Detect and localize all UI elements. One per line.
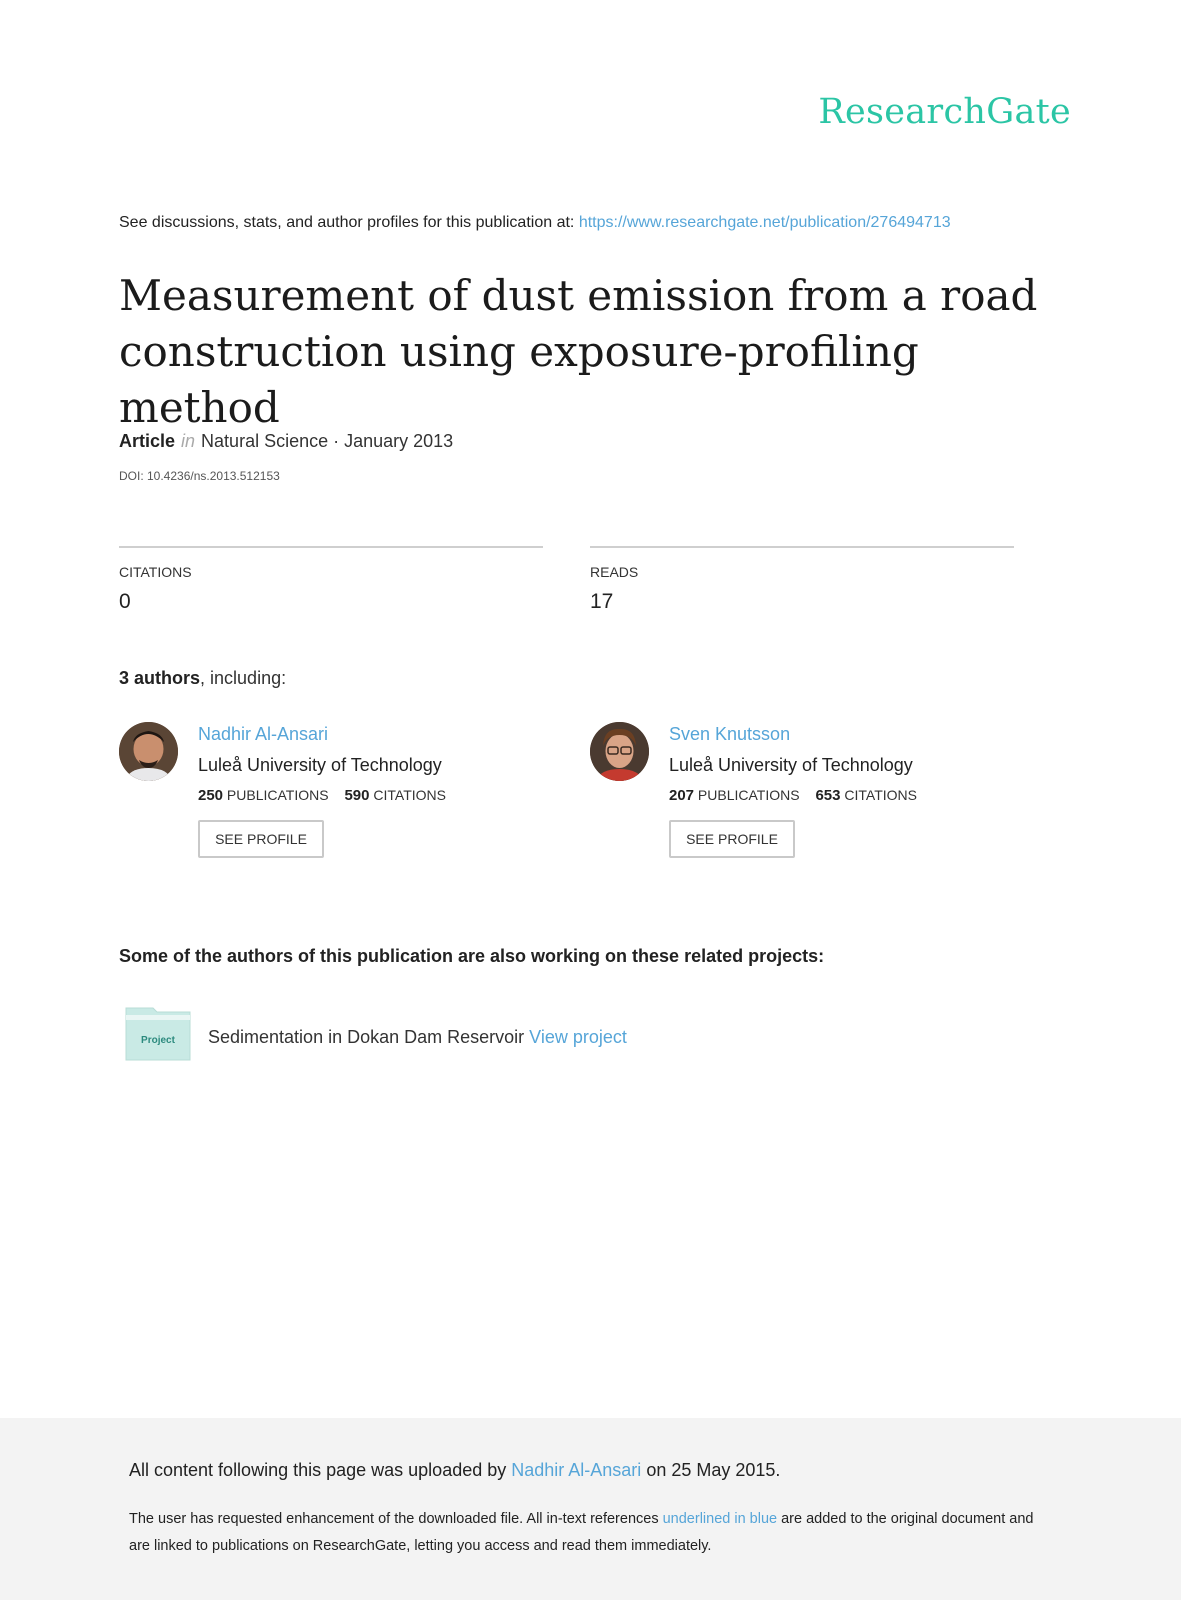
upload-prefix: All content following this page was uploaded by	[129, 1460, 512, 1480]
author-name-link[interactable]: Nadhir Al-Ansari	[198, 724, 329, 744]
upload-notice	[129, 1460, 780, 1481]
view-project-link[interactable]: View project	[529, 1027, 627, 1047]
authors-suffix: , including:	[200, 668, 287, 688]
author-publications-label: PUBLICATIONS	[226, 787, 329, 803]
journal-date: Natural Science · January 2013	[201, 431, 454, 451]
author-name-link[interactable]: Sven Knutsson	[669, 724, 791, 744]
in-word: in	[181, 431, 196, 451]
author-citations-count: 590	[344, 787, 370, 804]
see-profile-button[interactable]: SEE PROFILE	[198, 820, 324, 858]
intro-line	[119, 214, 951, 232]
authors-heading	[119, 668, 286, 689]
uploader-link[interactable]: Nadhir Al-Ansari	[511, 1460, 642, 1480]
avatar-portrait-icon	[590, 722, 649, 781]
publication-url-link[interactable]: https://www.researchgate.net/publication/276494713	[578, 214, 951, 231]
underlined-blue-link: underlined in blue	[662, 1511, 778, 1527]
author-citations-count: 653	[815, 787, 841, 804]
footer	[0, 1418, 1181, 1600]
author-citations-label: CITATIONS	[844, 787, 917, 803]
author-stats	[669, 787, 1029, 804]
reads-value: 17	[590, 590, 614, 613]
publication-type: Article	[119, 431, 176, 451]
author-publications-count: 207	[669, 787, 695, 804]
publication-title: Measurement of dust emission from a road construction using exposure-profiling method	[119, 271, 1038, 432]
author-publications-label: PUBLICATIONS	[697, 787, 800, 803]
intro-text: See discussions, stats, and author profiles for this publication at:	[119, 214, 579, 231]
author-details	[198, 722, 558, 858]
reads-label: READS	[590, 564, 639, 580]
citations-value: 0	[119, 590, 131, 613]
project-name: Sedimentation in Dokan Dam Reservoir	[208, 1027, 525, 1047]
avatar[interactable]	[590, 722, 649, 781]
avatar[interactable]	[119, 722, 178, 781]
publication-meta	[119, 431, 453, 452]
project-text	[208, 1027, 627, 1048]
reads-stat	[590, 546, 1014, 614]
citations-label: CITATIONS	[119, 564, 192, 580]
authors-count: 3 authors	[119, 668, 201, 688]
doi: DOI: 10.4236/ns.2013.512153	[119, 469, 280, 483]
author-institution: Luleå University of Technology	[198, 755, 442, 775]
enhancement-text-b: are added to the original document and are linked to publications on ResearchGate, letting you access and read them immediately.	[129, 1511, 1034, 1554]
project-icon-label: Project	[141, 1035, 175, 1046]
author-stats	[198, 787, 558, 804]
enhancement-text-a: The user has requested enhancement of the downloaded file. All in-text references	[129, 1511, 663, 1527]
avatar-portrait-icon	[119, 722, 178, 781]
citations-stat	[119, 546, 543, 614]
author-publications-count: 250	[198, 787, 224, 804]
project-folder-icon	[125, 1007, 191, 1061]
see-profile-button[interactable]: SEE PROFILE	[669, 820, 795, 858]
enhancement-notice	[129, 1506, 1049, 1560]
researchgate-logo[interactable]: ResearchGate	[818, 92, 1071, 132]
related-projects-heading: Some of the authors of this publication are also working on these related projects:	[119, 946, 825, 966]
upload-suffix: on 25 May 2015.	[641, 1460, 781, 1480]
author-details	[669, 722, 1029, 858]
author-citations-label: CITATIONS	[373, 787, 446, 803]
author-institution: Luleå University of Technology	[669, 755, 913, 775]
